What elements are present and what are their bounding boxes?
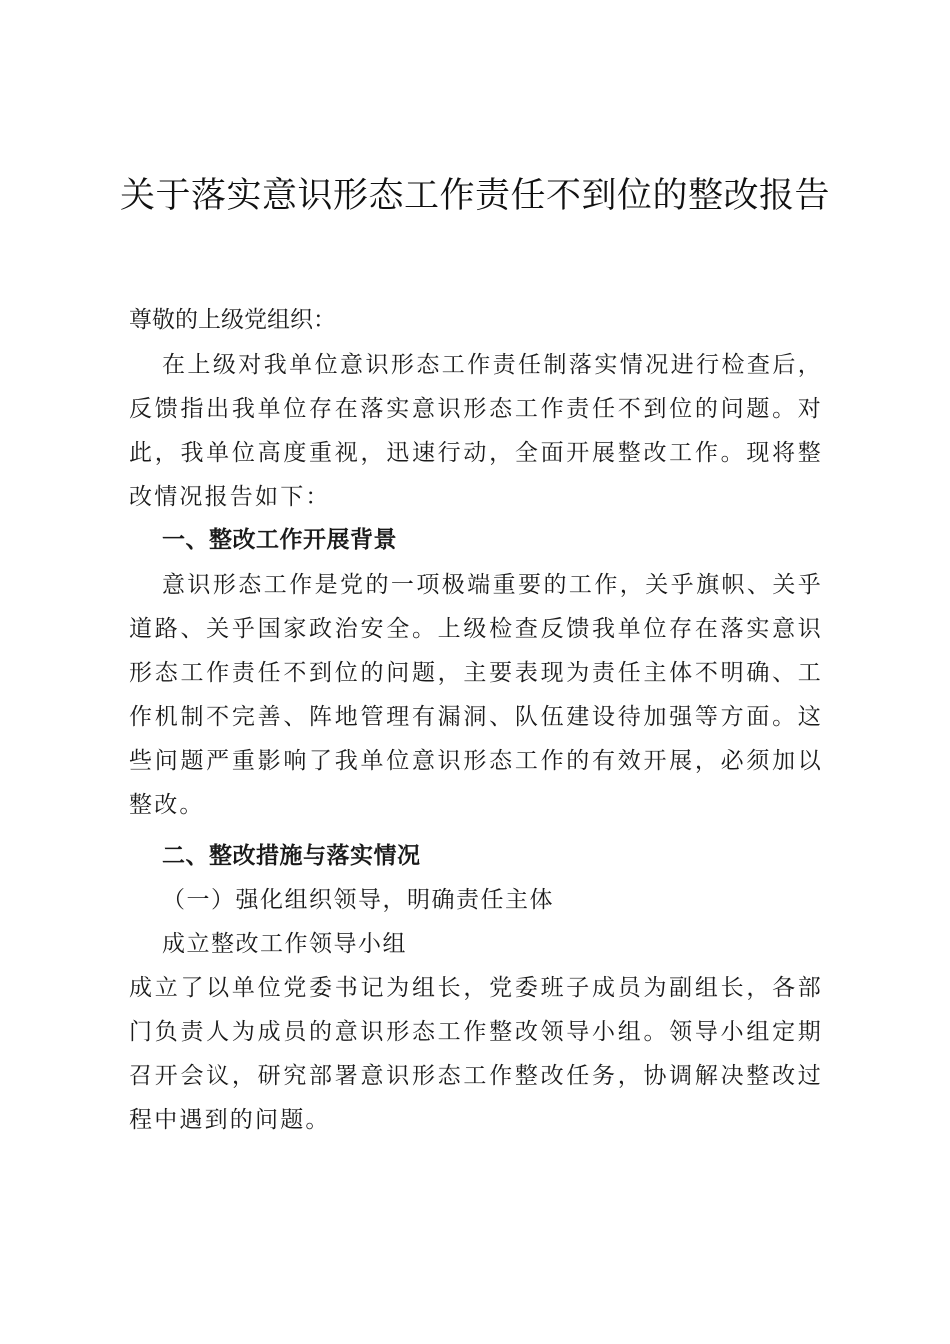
section1-heading: 一、整改工作开展背景	[162, 527, 397, 553]
section2-heading: 二、整改措施与落实情况	[162, 843, 421, 869]
document-title: 关于落实意识形态工作责任不到位的整改报告	[119, 176, 830, 216]
intro-paragraph: 在上级对我单位意识形态工作责任制落实情况进行检查后，反馈指出我单位存在落实意识形态工作责任不到位的问题。对此，我单位高度重视，迅速行动，全面开展整改工作。现将整改情况报告如下：	[129, 352, 823, 510]
section1-paragraph: 意识形态工作是党的一项极端重要的工作，关乎旗帜、关乎道路、关乎国家政治安全。上级检查反馈我单位存在落实意识形态工作责任不到位的问题，主要表现为责任主体不明确、工作机制不完善、阵地管理有漏洞、队伍建设待加强等方面。这些问题严重影响了我单位意识形态工作的有效开展，必须加以整改。	[129, 572, 823, 818]
section2-paragraph: 成立了以单位党委书记为组长，党委班子成员为副组长，各部门负责人为成员的意识形态工作整改领导小组。领导小组定期召开会议，研究部署意识形态工作整改任务，协调解决整改过程中遇到的问题。	[129, 975, 823, 1133]
greeting: 尊敬的上级党组织：	[129, 307, 336, 333]
section2-item-title: 成立整改工作领导小组	[162, 931, 407, 957]
section2-subheading: （一）强化组织领导，明确责任主体	[162, 887, 554, 913]
